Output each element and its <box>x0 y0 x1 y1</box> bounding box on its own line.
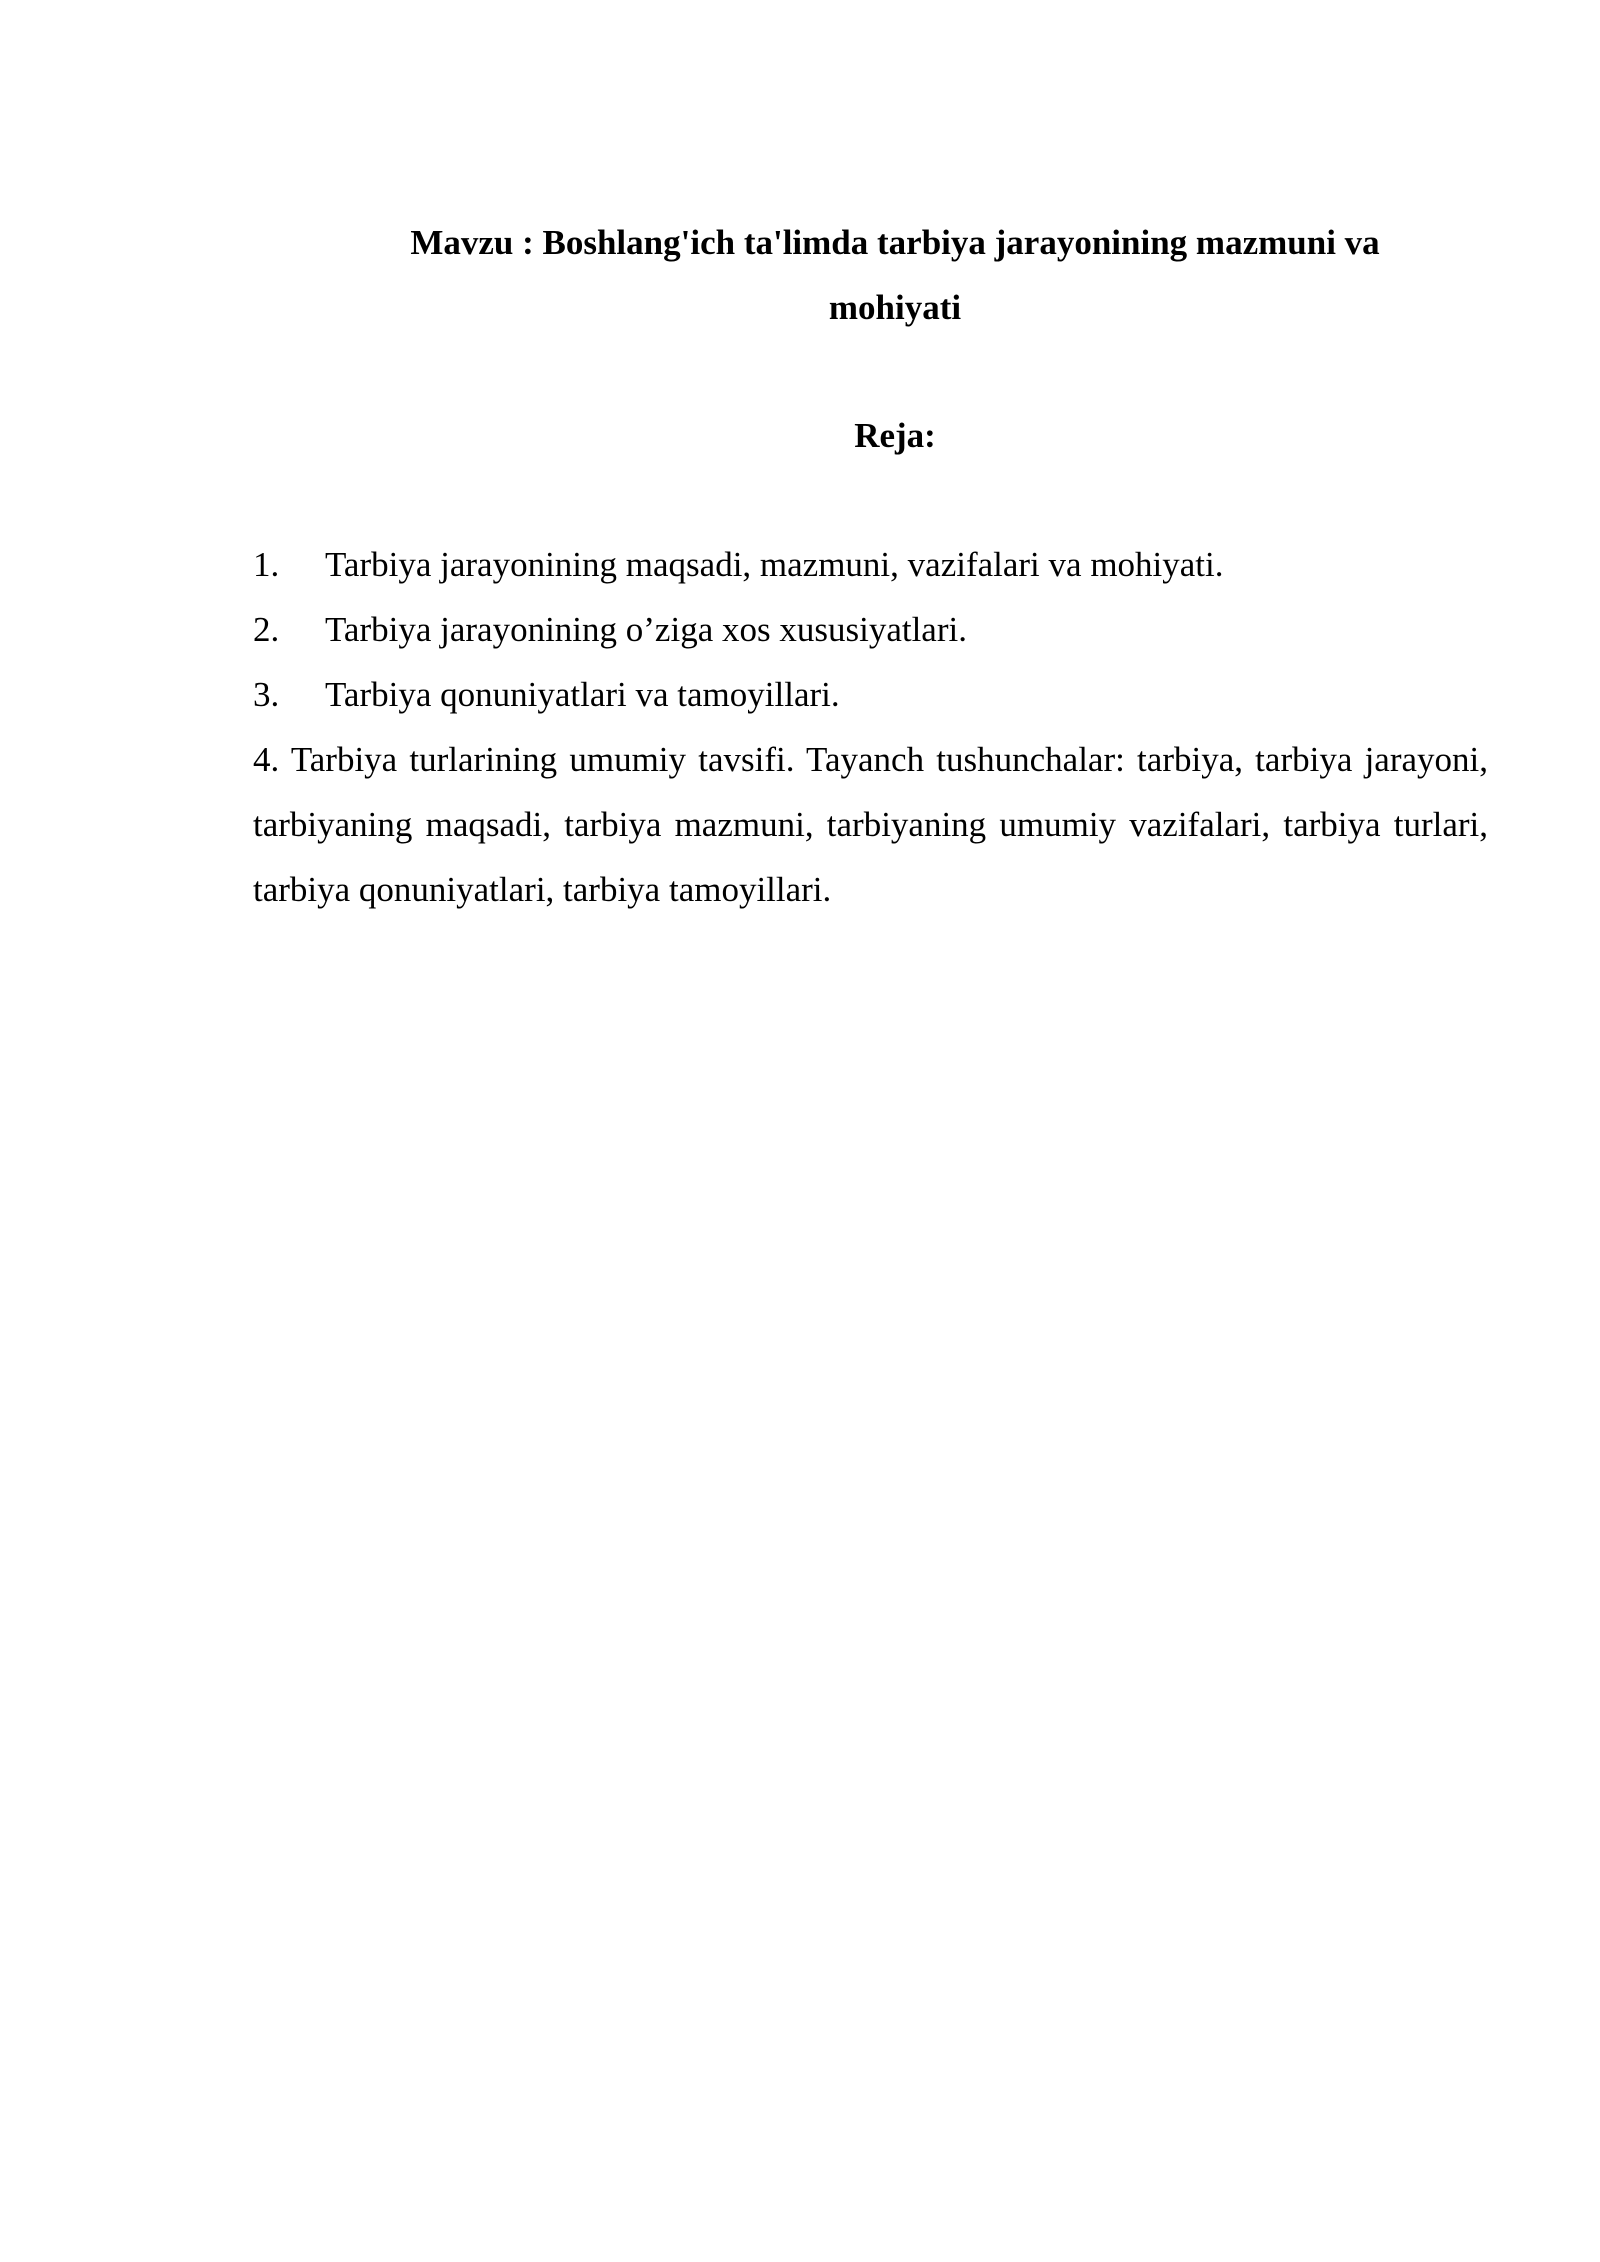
list-item-number: 2. <box>253 610 280 649</box>
list-item <box>253 597 1488 662</box>
list-item-text: Tarbiya qonuniyatlari va tamoyillari. <box>325 675 840 714</box>
list-item <box>253 662 1488 727</box>
list-item-text: Tarbiya jarayonining o’ziga xos xususiyatlari. <box>325 610 967 649</box>
list-item-text: Tarbiya jarayonining maqsadi, mazmuni, vazifalari va mohiyati. <box>325 545 1224 584</box>
document-title: Mavzu : Boshlang'ich ta'limda tarbiya jarayonining mazmuni va mohiyati <box>410 223 1380 327</box>
plan-list <box>253 532 1488 727</box>
list-item-number: 3. <box>253 675 280 714</box>
plan-item-4-paragraph: 4. Tarbiya turlarining umumiy tavsifi. Tayanch tushunchalar: tarbiya, tarbiya jarayoni, tarbiyaning maqsadi, tarbiya mazmuni, tarbiyaning umumiy vazifalari, tarbiya turlari, tarbiya qonuniyatlari, tarbiya tamoyillari. <box>253 740 1488 909</box>
list-item <box>253 532 1488 597</box>
list-item-number: 1. <box>253 545 280 584</box>
plan-heading: Reja: <box>854 416 936 455</box>
